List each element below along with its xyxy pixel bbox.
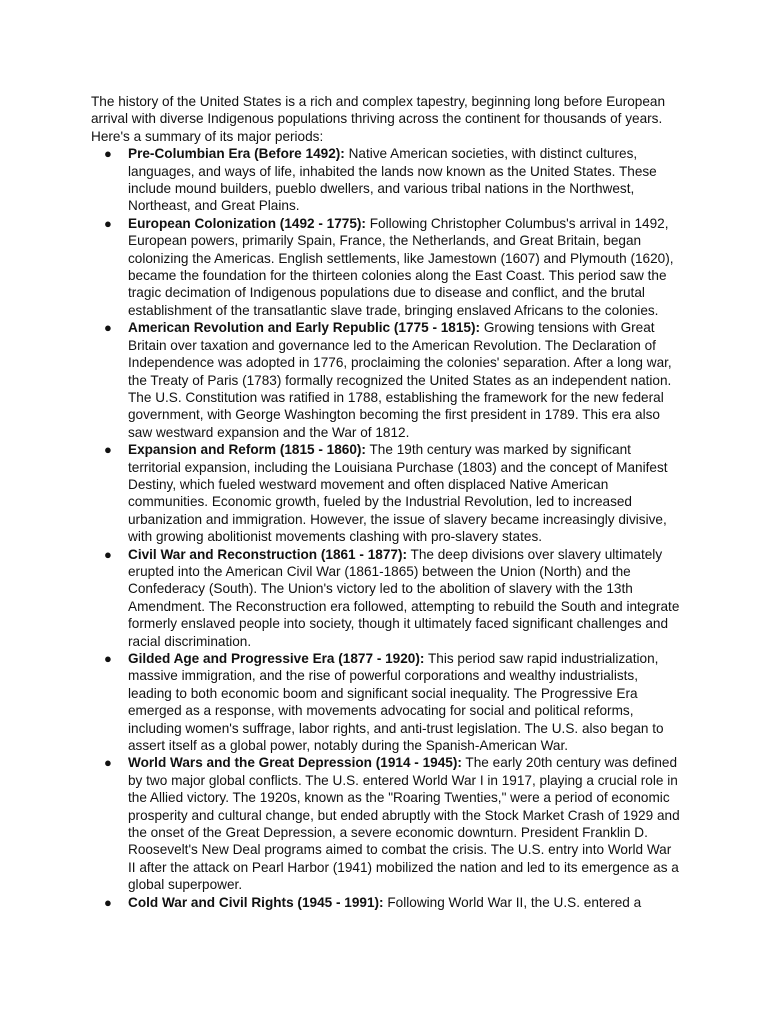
period-text: The 19th century was marked by significant territorial expansion, including the Louisiana Purchase (1803) and the concept of Manifest Destiny, which fueled westward movement and often displaced Native American communities. Economic growth, fueled by the Industrial Revolution, led to increased urbanization and immigration. However, the issue of slavery became increasingly divisive, with growing abolitionist movements clashing with pro-slavery states. (128, 442, 668, 545)
list-item (91, 894, 681, 911)
list-item (91, 215, 681, 319)
period-text: The deep divisions over slavery ultimately erupted into the American Civil War (1861-1865) between the Union (North) and the Confederacy (South). The Union's victory led to the abolition of slavery with the 13th Amendment. The Reconstruction era followed, attempting to rebuild the South and integrate formerly enslaved people into society, though it ultimately faced significant challenges and racial discrimination. (128, 546, 680, 649)
period-text: This period saw rapid industrialization, massive immigration, and the rise of powerful corporations and wealthy industrialists, leading to both economic boom and significant social inequality. The Progressive Era emerged as a response, with movements advocating for social and political reforms, including women's suffrage, labor rights, and anti-trust legislation. The U.S. also began to assert itself as a global power, notably during the Spanish-American War. (128, 651, 664, 754)
period-title: European Colonization (1492 - 1775): (128, 215, 366, 231)
period-title: Expansion and Reform (1815 - 1860): (128, 442, 366, 458)
bullet-icon: ● (104, 215, 112, 231)
periods-list (91, 145, 681, 911)
period-text: Growing tensions with Great Britain over taxation and governance led to the American Revolution. The Declaration of Independence was adopted in 1776, proclaiming the colonies' separation. After a long war, the Treaty of Paris (1783) formally recognized the United States as an independent nation. The U.S. Constitution was ratified in 1788, establishing the framework for the new federal government, with George Washington becoming the first president in 1789. This era also saw westward expansion and the War of 1812. (128, 320, 672, 440)
bullet-icon: ● (104, 442, 112, 458)
bullet-icon: ● (104, 651, 112, 666)
bullet-icon: ● (104, 755, 112, 771)
document-page (91, 93, 681, 911)
list-item (91, 754, 681, 893)
period-text: Following World War II, the U.S. entered a (383, 894, 642, 910)
bullet-icon: ● (104, 546, 112, 562)
bullet-icon: ● (104, 894, 112, 910)
period-text: Following Christopher Columbus's arrival in 1492, European powers, primarily Spain, France, the Netherlands, and Great Britain, began colonizing the Americas. English settlements, like Jamestown (1607) and Plymouth (1620), became the foundation for the thirteen colonies along the East Coast. This period saw the tragic decimation of Indigenous populations due to disease and conflict, and the brutal establishment of the transatlantic slave trade, bringing enslaved Africans to the colonies. (128, 215, 674, 318)
list-item (91, 145, 681, 215)
period-text: Native American societies, with distinct cultures, languages, and ways of life, inhabited the lands now known as the United States. These include mound builders, pueblo dwellers, and various tribal nations in the Northwest, Northeast, and Great Plains. (128, 146, 657, 214)
period-title: World Wars and the Great Depression (1914 - 1945): (128, 755, 462, 771)
intro-paragraph: The history of the United States is a rich and complex tapestry, beginning long before European arrival with diverse Indigenous populations thriving across the continent for thousands of years. Here's a summary of its major periods: (91, 94, 666, 144)
bullet-icon: ● (104, 146, 112, 162)
period-text: The early 20th century was defined by two major global conflicts. The U.S. entered World War I in 1917, playing a crucial role in the Allied victory. The 1920s, known as the "Roaring Twenties," were a period of economic prosperity and cultural change, but ended abruptly with the Stock Market Crash of 1929 and the onset of the Great Depression, a severe economic downturn. President Franklin D. Roosevelt's New Deal programs aimed to combat the crisis. The U.S. entry into World War II after the attack on Pearl Harbor (1941) mobilized the nation and led to its emergence as a global superpower. (128, 755, 680, 893)
period-title: Pre-Columbian Era (Before 1492): (128, 146, 345, 162)
list-item (91, 319, 681, 441)
period-title: Cold War and Civil Rights (1945 - 1991): (128, 894, 384, 910)
period-title: American Revolution and Early Republic (1775 - 1815): (128, 320, 481, 336)
period-title: Gilded Age and Progressive Era (1877 - 1920): (128, 651, 425, 666)
bullet-icon: ● (104, 320, 112, 336)
list-item (91, 441, 681, 545)
list-item (91, 650, 681, 754)
period-title: Civil War and Reconstruction (1861 - 1877): (128, 546, 407, 562)
list-item (91, 546, 681, 650)
